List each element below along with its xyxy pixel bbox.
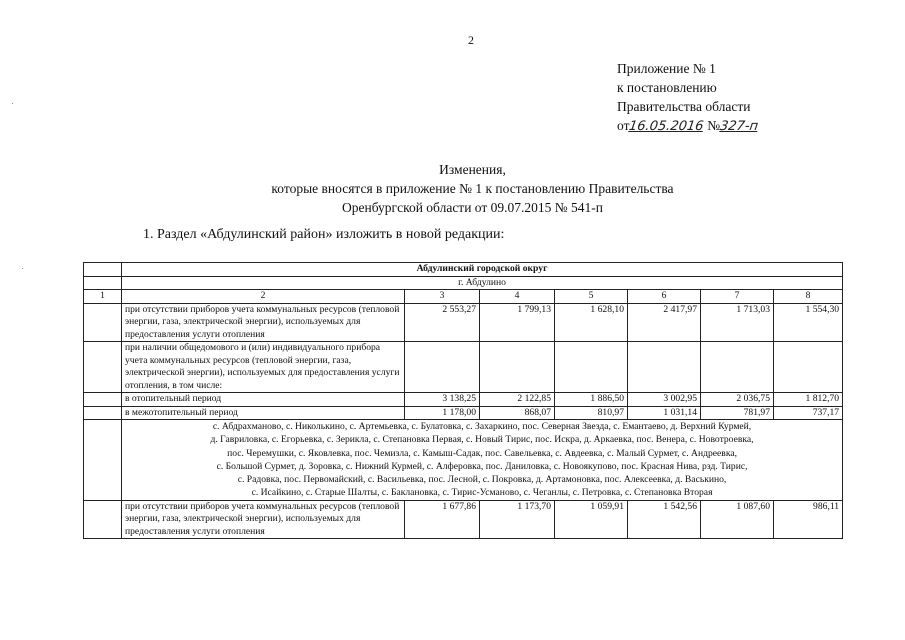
villages-line: пос. Черемушки, с. Яковлевка, пос. Чемизла, с. Камыш-Садак, пос. Савельевка, с. Авдеевка, с. Малый Сурмет, с. Андреевка, bbox=[227, 447, 737, 459]
column-number: 2 bbox=[122, 290, 405, 304]
row-value: 810,97 bbox=[555, 406, 628, 420]
appendix-line-3: Правительства области bbox=[617, 99, 751, 114]
title-line-2: которые вносятся в приложение № 1 к постановлению Правительства bbox=[271, 181, 674, 196]
table-row bbox=[84, 406, 843, 420]
villages-list bbox=[122, 420, 843, 501]
title-line-3: Оренбургской области от 09.07.2015 № 541-п bbox=[341, 200, 604, 215]
row-value: 1 542,56 bbox=[628, 500, 701, 539]
handwritten-date: 16.05.2016 bbox=[628, 119, 705, 134]
villages-line: с. Большой Сурмет, д. Зоровка, с. Нижний Курмей, с. Алферовка, пос. Даниловка, с. Новоякупово, пос. Красная Нива, рзд. Тирис, bbox=[216, 460, 748, 472]
row-value: 1 628,10 bbox=[555, 303, 628, 342]
row-value: 2 036,75 bbox=[701, 393, 774, 407]
row-value: 1 178,00 bbox=[405, 406, 480, 420]
column-number: 8 bbox=[774, 290, 843, 304]
district-name: Абдулинский городской округ bbox=[122, 263, 843, 277]
row-value bbox=[628, 342, 701, 393]
row-label: при отсутствии приборов учета коммунальных ресурсов (тепловой энергии, газа, электрической энергии), используемых для предоставления услуги отопления bbox=[122, 303, 405, 342]
row-value: 1 087,60 bbox=[701, 500, 774, 539]
row-value: 1 059,91 bbox=[555, 500, 628, 539]
document-title bbox=[200, 160, 745, 217]
district-row bbox=[84, 263, 843, 277]
villages-line: с. Абдрахманово, с. Николькино, с. Артемьевка, с. Булатовка, с. Захаркино, пос. Северная Звезда, с. Емантаево, д. Верхний Курмей, bbox=[212, 421, 752, 432]
column-number: 4 bbox=[480, 290, 555, 304]
row-value: 1 173,70 bbox=[480, 500, 555, 539]
table-row bbox=[84, 342, 843, 393]
tariff-table bbox=[83, 262, 843, 539]
row-value bbox=[774, 342, 843, 393]
column-number: 3 bbox=[405, 290, 480, 304]
row-label: в отопительный период bbox=[122, 393, 405, 407]
scan-speck bbox=[12, 103, 13, 104]
row-value: 1 031,14 bbox=[628, 406, 701, 420]
row-value: 868,07 bbox=[480, 406, 555, 420]
appendix-line-2: к постановлению bbox=[617, 80, 717, 95]
table-row bbox=[84, 303, 843, 342]
row-label: при наличии общедомового и (или) индивидуального прибора учета коммунальных ресурсов (тепловой энергии, газа, электрической энергии), используемых для предоставления услуги отопления, в том числе: bbox=[122, 342, 405, 393]
page-number: 2 bbox=[468, 33, 474, 47]
row-value: 1 713,03 bbox=[701, 303, 774, 342]
row-value: 1 812,70 bbox=[774, 393, 843, 407]
date-prefix: от bbox=[617, 118, 630, 133]
row-value: 2 417,97 bbox=[628, 303, 701, 342]
row-label: при отсутствии приборов учета коммунальных ресурсов (тепловой энергии, газа, электрической энергии), используемых для предоставления услуги отопления bbox=[122, 500, 405, 539]
table-row bbox=[84, 500, 843, 539]
row-value: 3 002,95 bbox=[628, 393, 701, 407]
town-name: г. Абдулино bbox=[122, 276, 843, 290]
title-line-1: Изменения, bbox=[439, 162, 506, 177]
row-value: 1 799,13 bbox=[480, 303, 555, 342]
villages-row bbox=[84, 420, 843, 501]
table-row bbox=[84, 393, 843, 407]
column-number: 1 bbox=[84, 290, 122, 304]
row-value: 986,11 bbox=[774, 500, 843, 539]
number-prefix: № bbox=[707, 118, 721, 133]
row-value bbox=[480, 342, 555, 393]
row-value: 1 677,86 bbox=[405, 500, 480, 539]
row-value: 2 122,85 bbox=[480, 393, 555, 407]
row-value: 1 886,50 bbox=[555, 393, 628, 407]
handwritten-number: 327-п bbox=[719, 119, 760, 134]
appendix-line-1: Приложение № 1 bbox=[617, 61, 716, 76]
villages-line: д. Гавриловка, с. Егорьевка, с. Зерикла, с. Степановка Первая, с. Новый Тирис, пос. Искра, д. Аркаевка, пос. Венера, с. Новотроевка, bbox=[210, 434, 754, 446]
appendix-date-line bbox=[617, 116, 758, 136]
row-label: в межотопительный период bbox=[122, 406, 405, 420]
column-number-row bbox=[84, 290, 843, 304]
appendix-header bbox=[617, 59, 758, 136]
town-row bbox=[84, 276, 843, 290]
column-number: 6 bbox=[628, 290, 701, 304]
row-value bbox=[701, 342, 774, 393]
row-value: 737,17 bbox=[774, 406, 843, 420]
row-value: 3 138,25 bbox=[405, 393, 480, 407]
villages-line: с. Радовка, пос. Первомайский, с. Васильевка, пос. Лесной, с. Покровка, д. Артамоновка, пос. Алексеевка, д. Васькино, bbox=[237, 474, 727, 486]
scan-speck bbox=[22, 268, 23, 269]
row-value: 2 553,27 bbox=[405, 303, 480, 342]
row-value bbox=[555, 342, 628, 393]
column-number: 7 bbox=[701, 290, 774, 304]
villages-line: с. Исайкино, с. Старые Шалты, с. Баклановка, с. Тирис-Усманово, с. Чеганлы, с. Петровка, с. Степановка Вторая bbox=[251, 487, 713, 499]
row-value: 781,97 bbox=[701, 406, 774, 420]
column-number: 5 bbox=[555, 290, 628, 304]
intro-paragraph: 1. Раздел «Абдулинский район» изложить в новой редакции: bbox=[143, 227, 505, 242]
row-value: 1 554,30 bbox=[774, 303, 843, 342]
row-value bbox=[405, 342, 480, 393]
